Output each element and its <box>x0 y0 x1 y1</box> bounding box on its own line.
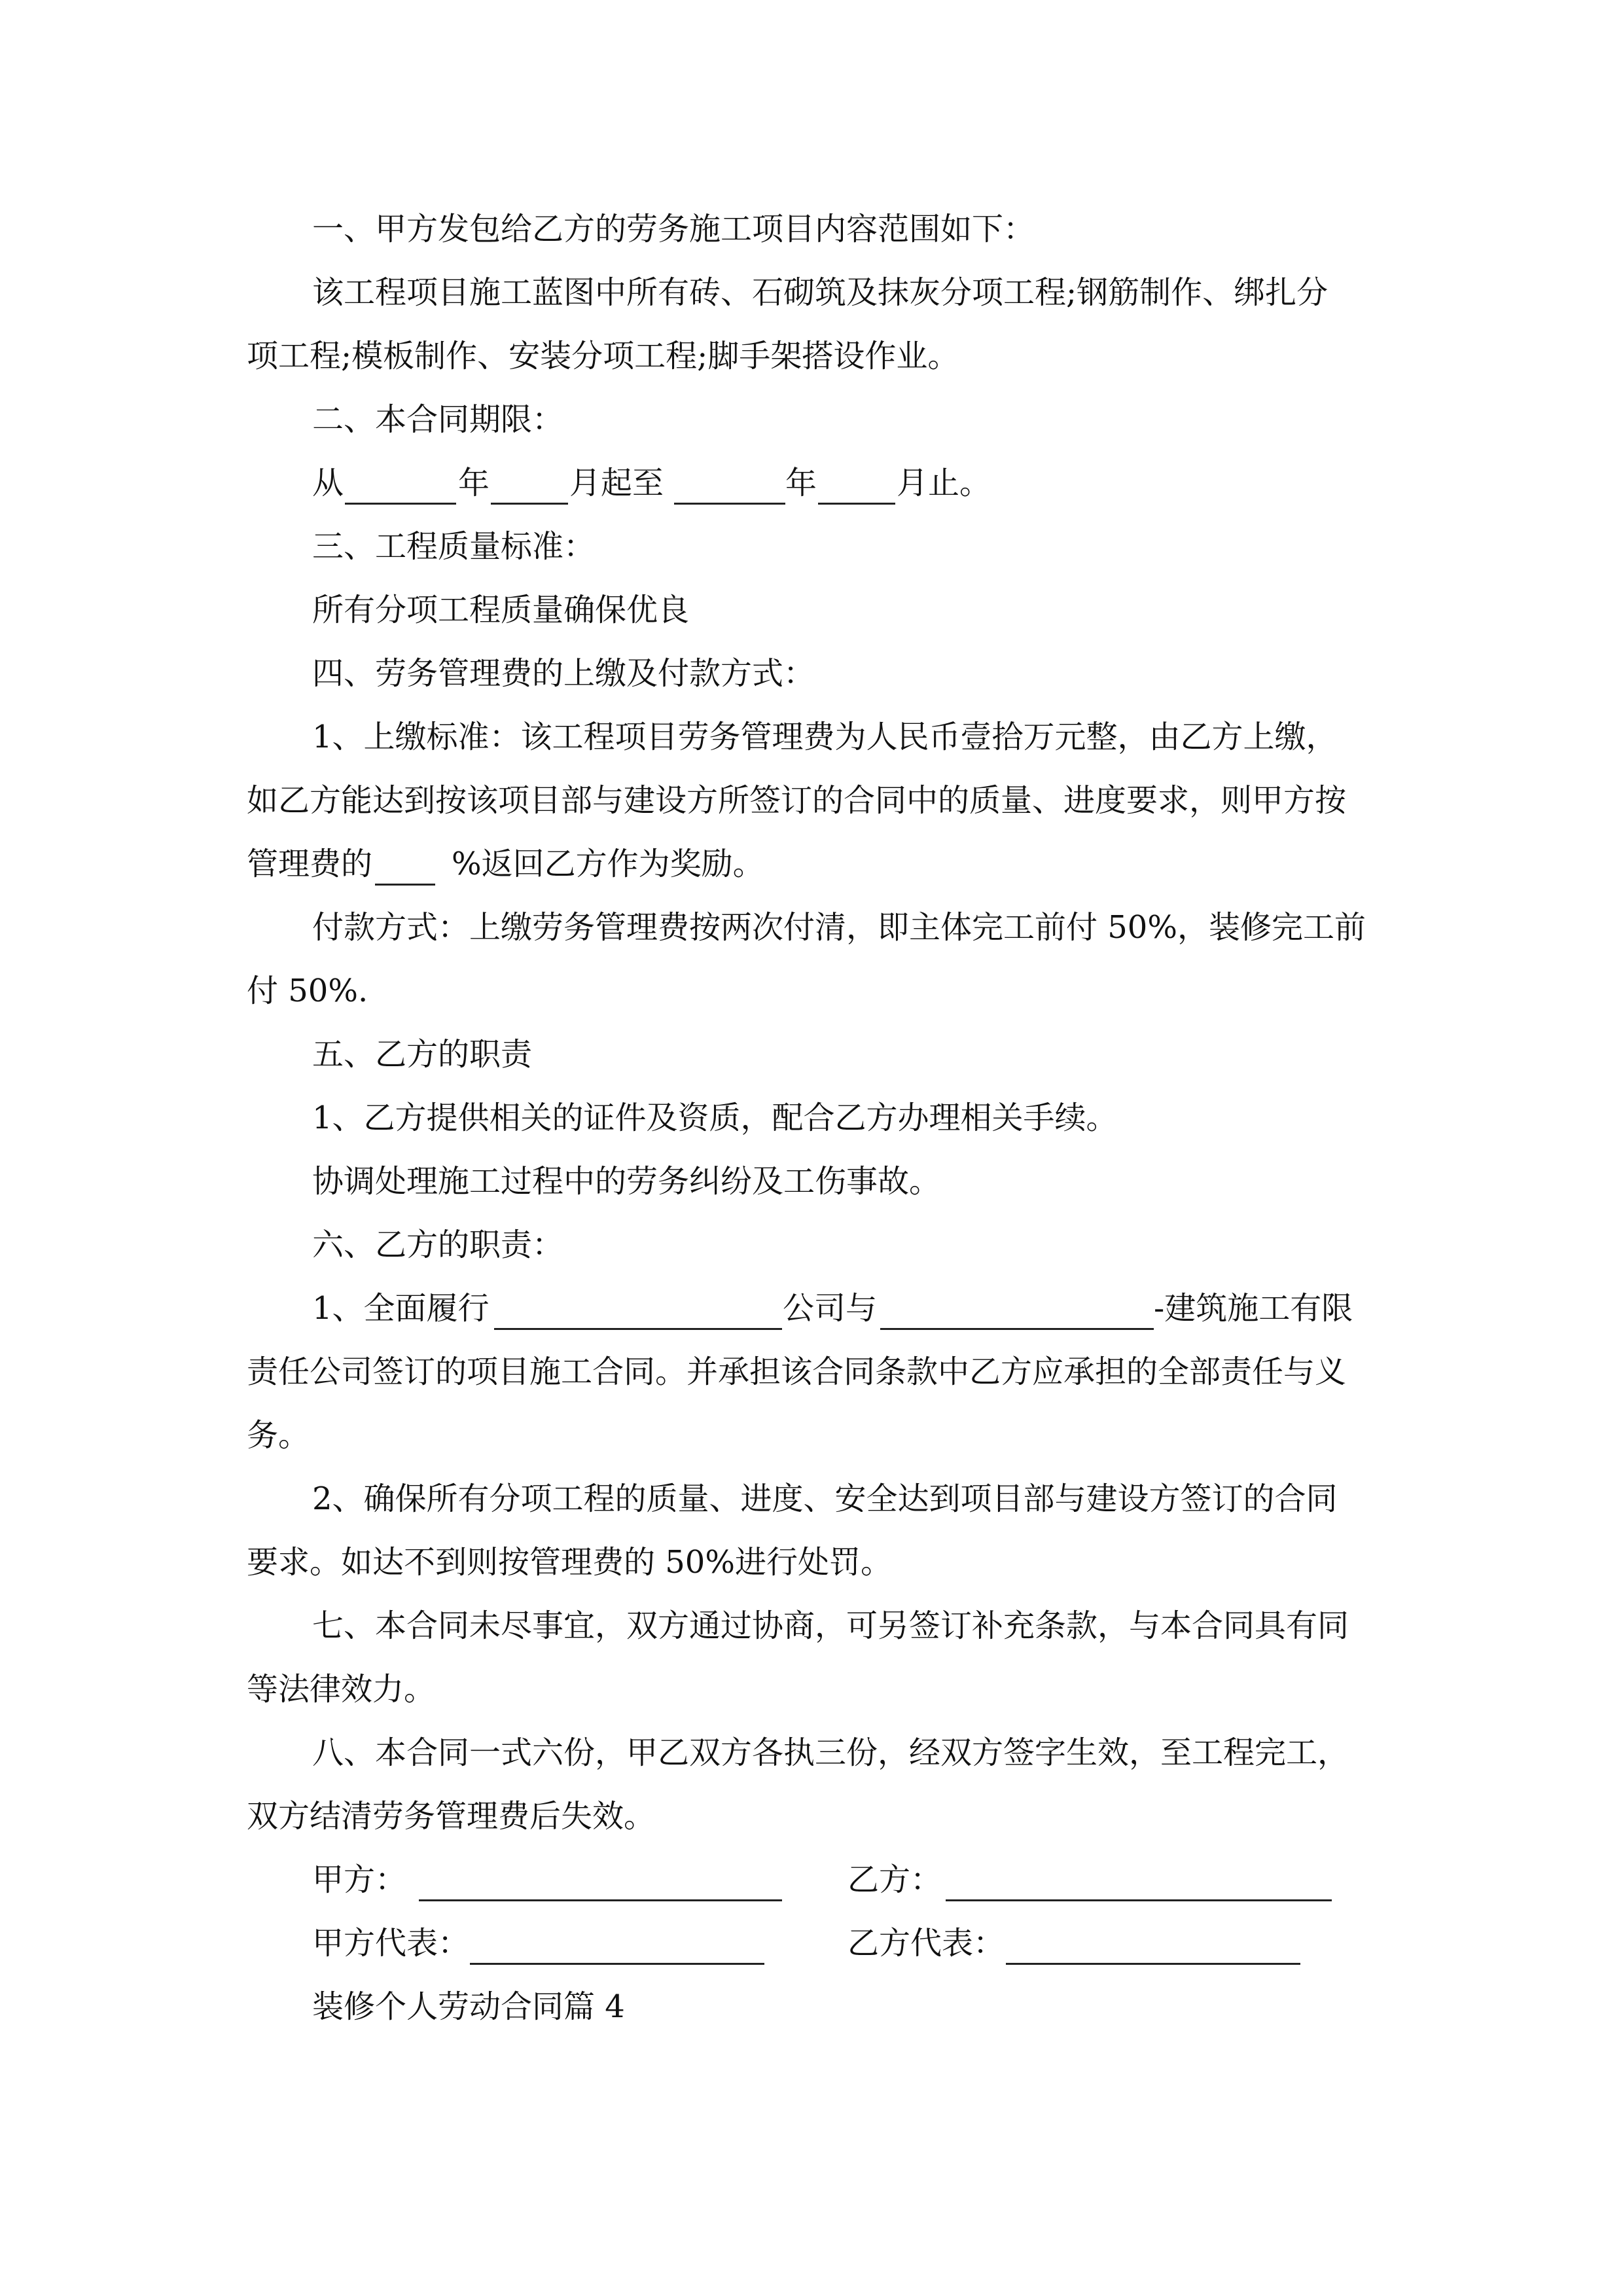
payment-method-line-2: 付 50%. <box>247 973 368 1009</box>
clause-6-item-2-line-1: 2、确保所有分项工程的质量、进度、安全达到项目部与建设方签订的合同 <box>312 1480 1338 1517</box>
clause-5-item-2: 协调处理施工过程中的劳务纠纷及工伤事故。 <box>312 1163 941 1200</box>
clause-3-heading: 三、工程质量标准： <box>312 528 596 565</box>
party-b-rep-signature-blank[interactable] <box>1006 1922 1300 1965</box>
clause-4-item-1-line-2: 如乙方能达到按该项目部与建设方所签订的合同中的质量、进度要求，则甲方按 <box>247 782 1347 819</box>
clause-5-heading: 五、乙方的职责 <box>312 1036 533 1073</box>
payment-method-line-1: 付款方式：上缴劳务管理费按两次付清，即主体完工前付 50%，装修完工前 <box>312 909 1366 946</box>
clause-1-body-line-1: 该工程项目施工蓝图中所有砖、石砌筑及抹灰分项工程;钢筋制作、绑扎分 <box>312 274 1329 311</box>
clause-8-line-1: 八、本合同一式六份，甲乙双方各执三份，经双方签字生效，至工程完工， <box>312 1734 1349 1771</box>
clause-5-item-1: 1、乙方提供相关的证件及资质，配合乙方办理相关手续。 <box>312 1100 1118 1136</box>
party-b-rep-label: 乙方代表： <box>847 1925 1005 1962</box>
clause-1-heading: 一、甲方发包给乙方的劳务施工项目内容范围如下： <box>312 211 1035 247</box>
term-end-year-blank[interactable] <box>674 462 785 505</box>
term-start-month-blank[interactable] <box>491 462 568 505</box>
party-a-label: 甲方： <box>312 1861 407 1898</box>
party-b-signature-blank[interactable] <box>946 1859 1332 1901</box>
clause-4-item-1-line-1: 1、上缴标准：该工程项目劳务管理费为人民币壹拾万元整，由乙方上缴， <box>312 719 1338 755</box>
fee-percentage-blank[interactable] <box>375 843 435 886</box>
party-a-rep-label: 甲方代表： <box>312 1925 470 1962</box>
clause-6-heading: 六、乙方的职责： <box>312 1227 564 1263</box>
party-b-label: 乙方： <box>847 1861 942 1898</box>
clause-6-item-2-line-2: 要求。如达不到则按管理费的 50%进行处罚。 <box>247 1544 892 1581</box>
clause-6-item-1-line-1: 1、全面履行 公司与 -建筑施工有限 <box>0 1276 1623 1341</box>
party-a-rep-signature-blank[interactable] <box>470 1922 764 1965</box>
company-b-blank[interactable] <box>880 1287 1154 1330</box>
clause-7-line-1: 七、本合同未尽事宜，双方通过协商，可另签订补充条款，与本合同具有同 <box>312 1607 1349 1644</box>
clause-1-body-line-2: 项工程;模板制作、安装分项工程;脚手架搭设作业。 <box>247 338 959 374</box>
clause-6-item-1-line-3: 务。 <box>247 1417 310 1454</box>
signature-representative-line <box>0 1910 1623 1976</box>
clause-4-item-1-line-3: 管理费的 %返回乙方作为奖励。 <box>0 831 1623 897</box>
clause-8-line-2: 双方结清劳务管理费后失效。 <box>247 1798 656 1835</box>
term-start-year-blank[interactable] <box>345 462 456 505</box>
party-a-signature-blank[interactable] <box>419 1859 782 1901</box>
clause-7-line-2: 等法律效力。 <box>247 1671 436 1708</box>
clause-6-item-1-line-2: 责任公司签订的项目施工合同。并承担该合同条款中乙方应承担的全部责任与义 <box>247 1354 1347 1390</box>
term-end-month-blank[interactable] <box>818 462 895 505</box>
clause-2-heading: 二、本合同期限： <box>312 401 564 438</box>
clause-3-body: 所有分项工程质量确保优良 <box>312 592 690 628</box>
contract-term-line: 从 年 月起至 年 月止。 <box>0 450 1623 516</box>
signature-party-line <box>0 1847 1623 1912</box>
clause-4-heading: 四、劳务管理费的上缴及付款方式： <box>312 655 815 692</box>
next-section-title: 装修个人劳动合同篇 4 <box>312 1988 625 2025</box>
company-a-blank[interactable] <box>494 1287 782 1330</box>
